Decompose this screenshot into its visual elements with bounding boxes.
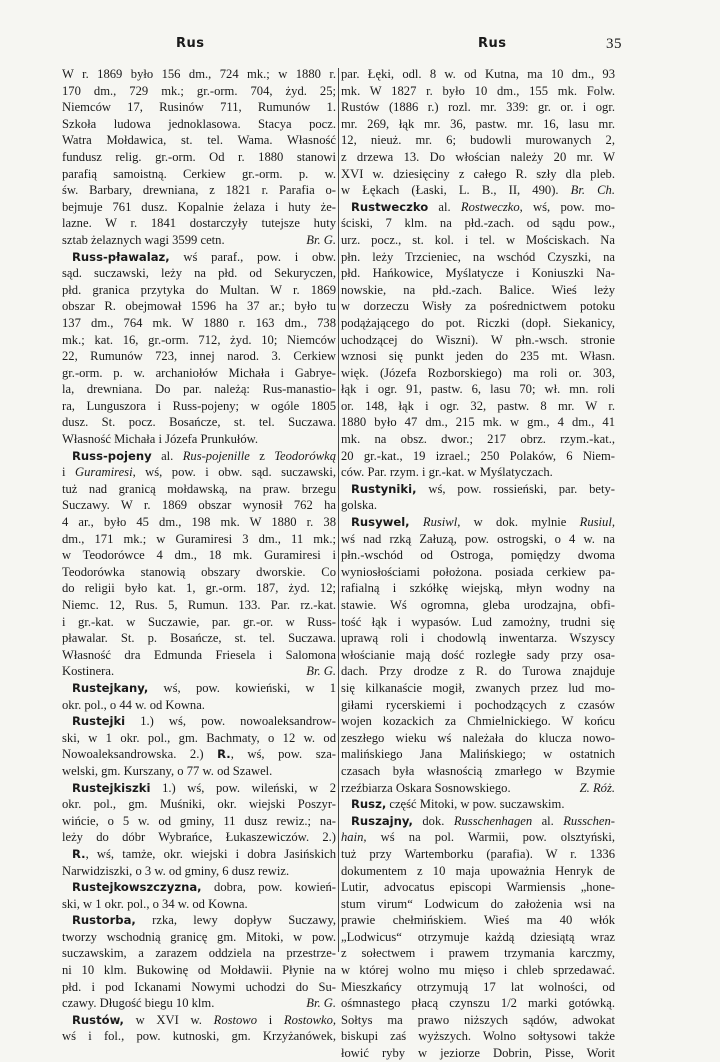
text-line xyxy=(341,448,615,465)
line-text: wińcie, o 5 w. od gminy, 11 dusz rewiz.; na- xyxy=(62,813,336,828)
text-line xyxy=(341,730,615,747)
line-text: Własność Michała i Józefa Prunkułów. xyxy=(62,432,259,447)
entry-headword: Rusz, xyxy=(351,797,387,812)
line-text: sztab żelaznych wagi 3599 cetn. xyxy=(62,232,225,247)
text-line xyxy=(62,1028,336,1045)
text-line xyxy=(62,497,336,514)
text-line xyxy=(62,995,336,1012)
line-text: Mieszkańcy otrzymują 17 lat wolności, od xyxy=(341,979,615,994)
italic-text: hain, xyxy=(341,830,367,845)
line-text: sąd. suczawski, leży na płd. od Sekuryczen, xyxy=(62,266,336,281)
text-line xyxy=(341,564,615,581)
text-line xyxy=(341,464,615,481)
text-line xyxy=(62,763,336,780)
text-line xyxy=(62,597,336,614)
line-text: do religii było kat. 1, gr.-orm. 187, żyd. 12; xyxy=(62,581,336,596)
line-text: Watra Mołdawica, st. tel. Wama. Własność xyxy=(62,133,336,148)
line-text: ra, Lunguszora i Russ-pojeny; w ogóle 1805 xyxy=(62,398,336,413)
page-number: 35 xyxy=(606,36,622,52)
entry-headword: Rustejki xyxy=(72,714,126,729)
italic-text: Z. Róż. xyxy=(579,780,615,795)
line-text: malińskiego Jana Malińskiego; w ostatnich xyxy=(341,747,615,762)
line-text: w Teodorówce 4 dm., 18 mk. Guramiresi i xyxy=(62,548,336,563)
right-column xyxy=(341,66,615,1062)
text-line xyxy=(341,66,615,83)
line-text: i xyxy=(62,465,75,480)
line-text: prawie chełmińskiem. Wieś ma 40 włók xyxy=(341,913,615,928)
text-line xyxy=(341,365,615,382)
line-text: , wś, tamże, okr. wiejski i dobra Jasińskich xyxy=(85,846,336,861)
line-text: 22, Rumunów 723, innej narod. 3. Cerkiew xyxy=(62,349,336,364)
text-line xyxy=(62,547,336,564)
line-text: ców. Par. rzym. i gr.-kat. w Myślatyczach. xyxy=(341,465,553,480)
text-line xyxy=(341,348,615,365)
text-line xyxy=(62,614,336,631)
text-line xyxy=(341,663,615,680)
line-text: 1880 było 47 dm., 215 mk. w gm., 4 dm., 41 xyxy=(341,415,615,430)
text-line xyxy=(341,481,615,498)
line-text: Suczawy. W r. 1869 obszar wynosił 762 ha xyxy=(62,498,336,513)
italic-text: Guramiresi xyxy=(74,465,133,480)
line-text: or. 148, łąk i ogr. 32, pastw. 8 mr. W r. xyxy=(341,398,615,413)
line-text: al. xyxy=(151,448,183,463)
text-line xyxy=(62,83,336,100)
text-line xyxy=(341,597,615,614)
entry-headword: Ruszajny, xyxy=(351,813,413,828)
line-text: Sołtys ma prawo niższych sądów, adwokat xyxy=(341,1012,615,1027)
text-line xyxy=(341,630,615,647)
entry-headword: Russ-pławalaz, xyxy=(72,249,170,264)
italic-text: Rostowo xyxy=(213,1012,258,1027)
text-line xyxy=(341,497,615,514)
italic-text: Br. G. xyxy=(306,664,336,679)
text-line xyxy=(341,680,615,697)
line-text: parafią samoistną. Cerkiew gr.-orm. p. w. xyxy=(62,166,336,181)
text-line xyxy=(341,232,615,249)
text-line xyxy=(341,829,615,846)
text-line xyxy=(62,846,336,863)
text-line xyxy=(341,780,615,797)
line-text: mk.; kat. 16, gr.-orm. 712, żyd. 10; Niemców xyxy=(62,332,336,347)
line-text: część Mitoki, w pow. suczawskim. xyxy=(386,797,565,812)
text-line xyxy=(62,132,336,149)
entry-headword: Rustów, xyxy=(72,1012,124,1027)
entry-headword: Rusywel, xyxy=(351,515,410,530)
text-line xyxy=(62,315,336,332)
line-text: Nowoaleksandrowska. 2.) xyxy=(62,747,218,762)
line-text: ski, w 1 okr. pol., gm. Bachmaty, o 12 w. od xyxy=(62,730,336,745)
text-line xyxy=(341,298,615,315)
entry-headword: Rustweczko xyxy=(351,199,429,214)
line-text: tworzy wschodnią granicę gm. Mitoki, w pow. xyxy=(62,929,336,944)
line-text: dokumentem z 10 maja upoważnia Henryk de xyxy=(341,863,615,878)
text-line xyxy=(341,580,615,597)
text-line xyxy=(62,298,336,315)
line-text: Lutir, advocatus episcopi Warmiensis „hone- xyxy=(341,880,615,895)
text-line xyxy=(341,912,615,929)
text-line xyxy=(341,896,615,913)
text-line xyxy=(341,1045,615,1062)
text-line xyxy=(341,265,615,282)
text-line xyxy=(62,414,336,431)
line-text: ni 10 klm. Bukowinę od Mołdawii. Płynie na xyxy=(62,963,336,978)
line-text: więk. (Józefa Rozborskiego) ma roli or. 303, xyxy=(341,365,615,380)
text-line xyxy=(341,398,615,415)
text-line xyxy=(62,531,336,548)
entry-headword: Rustejkowszczyzna, xyxy=(72,880,202,895)
entry-headword: Rustyniki, xyxy=(351,481,417,496)
line-text: Kostinera. xyxy=(62,664,115,679)
line-text: rzka, lewy dopływ Suczawy, xyxy=(135,913,336,928)
line-text: suczawskim, a zarazem oddziela na przestrze- xyxy=(62,946,336,961)
entry-headword: Rustejkany, xyxy=(72,680,149,695)
line-text: biskupi zaś wyższych. Wolno sołtysowi także xyxy=(341,1029,615,1044)
text-line xyxy=(62,780,336,797)
text-line xyxy=(62,746,336,763)
text-line xyxy=(341,83,615,100)
text-line xyxy=(341,414,615,431)
text-line xyxy=(341,979,615,996)
text-line xyxy=(341,1028,615,1045)
text-line xyxy=(62,730,336,747)
text-line xyxy=(341,215,615,232)
line-text: ściski, 7 klm. na płd.-zach. od sądu pow., xyxy=(341,216,615,231)
text-line xyxy=(62,813,336,830)
text-line xyxy=(62,962,336,979)
line-text: rafialną i szkółkę wiejską, młyn wodny na xyxy=(341,581,615,596)
line-text: al. xyxy=(532,813,564,828)
text-line xyxy=(341,863,615,880)
line-text: par. Łęki, odl. 8 w. od Kutna, ma 10 dm., 93 xyxy=(341,67,615,81)
running-head-left: Rus xyxy=(176,36,205,51)
text-line xyxy=(62,464,336,481)
line-text xyxy=(410,515,423,529)
text-line xyxy=(62,232,336,249)
text-line xyxy=(62,348,336,365)
line-text: urz. pocz., st. kol. i tel. w Mościskach. Na xyxy=(341,232,615,247)
text-line xyxy=(62,481,336,498)
text-line xyxy=(341,166,615,183)
line-text: podążającego do pot. Riczki (dopł. Siekanicy, xyxy=(341,315,615,330)
italic-text: Rusiwl, xyxy=(422,515,461,530)
text-line xyxy=(62,332,336,349)
running-head-right: Rus xyxy=(478,36,507,51)
line-text: „Lodwicus“ otrzymuje każdą dziesiątą wraz xyxy=(341,929,615,944)
text-line xyxy=(341,945,615,962)
text-line xyxy=(62,896,336,913)
text-line xyxy=(62,282,336,299)
text-line xyxy=(341,879,615,896)
text-line xyxy=(62,697,336,714)
text-line xyxy=(62,863,336,880)
text-line xyxy=(62,945,336,962)
line-text: dm., 171 mk.; w Guramiresi 3 dm., 11 mk.; xyxy=(62,531,336,546)
line-text: dok. xyxy=(412,813,454,828)
line-text: płd. granica przytyka do Multan. W r. 1869 xyxy=(62,282,336,297)
text-line xyxy=(341,995,615,1012)
line-text: pławalar. St. p. Bosańcze, st. tel. Suczawa. xyxy=(62,631,336,646)
line-text: wś nad rzką Załuzą, pow. ostrogski, o 4 w. na xyxy=(341,531,615,546)
text-line xyxy=(62,116,336,133)
line-text: wś i fol., pow. kutnoski, gm. Krzyżanówek, xyxy=(62,1029,336,1044)
line-text: tuż przy Wartemborku (parafia). W r. 1336 xyxy=(341,846,615,861)
line-text: nowskie, na płd.-zach. Balice. Wieś leży xyxy=(341,282,615,297)
text-line xyxy=(341,929,615,946)
line-text: tość łąk i wypasów. Lud zamożny, trudni się xyxy=(341,614,615,629)
entry-headword: R. xyxy=(217,747,231,762)
line-text: w dok. mylnie xyxy=(460,515,580,530)
italic-text: Russchen- xyxy=(563,813,615,828)
line-text: tuż nad granicą mołdawską, na praw. brzegu xyxy=(62,481,336,496)
line-text: , wś, pow. sza- xyxy=(230,747,336,762)
text-line xyxy=(62,166,336,183)
text-line xyxy=(62,514,336,531)
italic-text: Br. G. xyxy=(306,232,336,247)
line-text: 1.) wś, pow. nowoaleksandrow- xyxy=(125,714,336,729)
line-text: welski, gm. Kurszany, o 77 w. od Szawel. xyxy=(62,763,273,778)
line-text: z drzewa 13. Do włościan należy 20 mr. W xyxy=(341,149,615,164)
line-text: lazne. W r. 1841 dostarczyły tutejsze huty xyxy=(62,216,336,231)
line-text: z xyxy=(249,448,275,463)
line-text: św. Barbary, drewniana, z 1821 r. Parafia o- xyxy=(62,183,336,198)
line-text: okr. pol., o 44 w. od Kowna. xyxy=(62,697,205,712)
line-text: leży do dóbr Wybrańce, Łukaszewiczów. 2.) xyxy=(62,830,336,845)
line-text: płd. i pod Ickanami Nowymi uchodzi do Su- xyxy=(62,979,336,994)
text-line xyxy=(62,580,336,597)
line-text: wś na pol. Warmii, pow. olsztyński, xyxy=(366,830,615,845)
text-line xyxy=(62,1012,336,1029)
text-line xyxy=(341,282,615,299)
line-text: z sołectwem i prawem trzymania karczmy, xyxy=(341,946,615,961)
line-text: płn.-wschód od Ostroga, pomiędzy dwoma xyxy=(341,548,615,563)
text-line xyxy=(62,448,336,465)
line-text: łowić ryby w jeziorze Dobrin, Pisse, Worit xyxy=(341,1046,615,1061)
text-line xyxy=(62,829,336,846)
text-line xyxy=(341,547,615,564)
italic-text: Teodorówką xyxy=(274,448,336,463)
line-text: uchodzącej do Wiszni). W płn.-wsch. stronie xyxy=(341,332,615,347)
line-text: dach. Przy drodze z R. do Turowa znajduje xyxy=(341,664,615,679)
text-line xyxy=(62,796,336,813)
text-line xyxy=(62,215,336,232)
text-line xyxy=(62,398,336,415)
line-text: i gr.-kat. w Suczawie, par. gr.-or. w Russ- xyxy=(62,614,336,629)
text-line xyxy=(341,813,615,830)
text-line xyxy=(62,879,336,896)
text-line xyxy=(341,846,615,863)
line-text: w dorzeczu Wisły za pośrednictwem potoku xyxy=(341,299,615,314)
line-text: 1.) wś, pow. wileński, w 2 xyxy=(150,780,336,795)
text-line xyxy=(341,381,615,398)
text-line xyxy=(341,332,615,349)
text-line xyxy=(341,431,615,448)
line-text: 20 gr.-kat., 19 izrael.; 250 Polaków, 6 Niem- xyxy=(341,448,615,463)
line-text: mk. na obsz. dwor.; 217 obrz. rzym.-kat., xyxy=(341,432,615,447)
text-line xyxy=(341,962,615,979)
line-text: 170 dm., 729 mk.; gr.-orm. 704, żyd. 25; xyxy=(62,83,336,98)
line-text: dusz. St. pocz. Bosańcze, st. tel. Suczawa. xyxy=(62,415,336,430)
text-line xyxy=(341,315,615,332)
text-line xyxy=(62,99,336,116)
text-line xyxy=(62,182,336,199)
line-text: golska. xyxy=(341,498,378,513)
line-text: stawie. Wś ogromna, gleba urodzajna, obfi- xyxy=(341,598,615,612)
line-text: wś paraf., pow. i obw. xyxy=(169,249,336,264)
text-line xyxy=(341,647,615,664)
line-text: wyniosłościami położona. posiada cerkiew pa- xyxy=(341,564,615,579)
line-text: dobra, pow. kowień- xyxy=(201,880,336,895)
line-text: uprawą roli i chodowlą inwentarza. Wszyscy xyxy=(341,631,615,646)
line-text: Niemc. 12, Rus. 5, Rumun. 133. Par. rz.-kat. xyxy=(62,598,336,612)
line-text: wś, pow. kowieński, w 1 xyxy=(148,680,336,695)
text-line xyxy=(62,647,336,664)
line-text: Teodorówka stanowią obszary dworskie. Co xyxy=(62,564,336,579)
text-line xyxy=(341,199,615,216)
text-line xyxy=(341,713,615,730)
line-text: ośmnastego płacą czynszu 1/2 marki gotówką. xyxy=(341,996,615,1011)
line-text: Narwidziszki, o 3 w. od gminy, 6 dusz rewiz. xyxy=(62,863,290,878)
text-line xyxy=(62,929,336,946)
text-line xyxy=(62,199,336,216)
text-line xyxy=(341,763,615,780)
text-line xyxy=(341,531,615,548)
line-text: i xyxy=(257,1012,284,1027)
text-line xyxy=(62,564,336,581)
line-text: wś, pow. rossieński, par. bety- xyxy=(416,481,615,496)
text-line xyxy=(62,66,336,83)
text-line xyxy=(341,697,615,714)
line-text: Niemców 17, Rusinów 711, Rumunów 1. xyxy=(62,100,336,115)
text-line xyxy=(341,746,615,763)
text-line xyxy=(341,149,615,166)
text-line xyxy=(341,116,615,133)
left-column xyxy=(62,66,336,1045)
line-text: w której wolno mu mięso i chleb sprzedawać. xyxy=(341,963,615,978)
italic-text: Rus-pojenille xyxy=(182,448,250,463)
line-text: w XVI w. xyxy=(123,1012,214,1027)
text-line xyxy=(341,182,615,199)
line-text: czasach była własnością zmarłego w Bzymie xyxy=(341,763,615,778)
text-line xyxy=(341,249,615,266)
italic-text: Rostweczko xyxy=(460,199,520,214)
line-text: giłami rycerskiemi i pochodzących z czasów xyxy=(341,697,615,712)
line-text: bejmuje 761 dusz. Kopalnie żelaza i huty że- xyxy=(62,199,336,214)
text-line xyxy=(62,381,336,398)
text-line xyxy=(62,663,336,680)
text-line xyxy=(62,680,336,697)
line-text: łąk i ogr. 91, pastw. 6, lasu 70; wł. mn. roli xyxy=(341,382,615,397)
text-line xyxy=(341,132,615,149)
line-text: płd. Hańkowice, Myślatycze i Koniuszki Na- xyxy=(341,266,615,281)
line-text: 12, nieuż. mr. 6; budowli murowanych 2, xyxy=(341,133,615,148)
text-line xyxy=(341,796,615,813)
text-line xyxy=(62,149,336,166)
line-text: czawy. Długość biegu 10 klm. xyxy=(62,996,215,1011)
text-line xyxy=(62,912,336,929)
line-text: wznosi się punkt jeden do 235 mt. Własn. xyxy=(341,349,615,364)
line-text: stum virum“ Lodwicum do założenia wsi na xyxy=(341,896,615,911)
line-text: , wś, pow. i obw. sąd. suczawski, xyxy=(132,465,336,480)
line-text: obszar R. obejmował 1596 ha 37 ar.; było tu xyxy=(62,299,336,314)
line-text: , wś, pow. mo- xyxy=(519,199,615,214)
line-text: się kilkanaście mogił, zwanych przez lud mo- xyxy=(341,680,615,695)
line-text: la, drewniana. Do par. należą: Rus-manastio- xyxy=(62,382,336,397)
entry-headword: Russ-pojeny xyxy=(72,448,152,463)
entry-headword: Rustorba, xyxy=(72,913,136,928)
line-text: 137 dm., 764 mk. W 1880 r. 163 dm., 738 xyxy=(62,315,336,330)
line-text: płn. leży Trzcieniec, na wschód Czyszki, na xyxy=(341,249,615,264)
italic-text: Rostowko, xyxy=(283,1012,336,1027)
text-line xyxy=(62,431,336,448)
italic-text: Russchenhagen xyxy=(453,813,533,828)
text-line xyxy=(341,514,615,531)
text-line xyxy=(62,249,336,266)
text-line xyxy=(341,99,615,116)
entry-headword: Rustejkiszki xyxy=(72,780,151,795)
line-text: włościanie mają dość rozległe sady przy osa- xyxy=(341,647,615,662)
line-text: fundusz relig. gr.-orm. Od r. 1880 stanowi xyxy=(62,149,336,164)
line-text: mr. 269, łąk mr. 36, pastw. mr. 16, lasu mr. xyxy=(341,116,615,131)
line-text: rzeźbiarza Oskara Sosnowskiego. xyxy=(341,780,511,795)
line-text: zeszłego wieku wś należała do klucza nowo- xyxy=(341,730,615,745)
line-text: ski, w 1 okr. pol., o 34 w. od Kowna. xyxy=(62,896,248,911)
line-text: mk. W 1827 r. było 10 dm., 155 mk. Folw. xyxy=(341,83,615,98)
italic-text: Rusiul, xyxy=(579,515,615,530)
text-line xyxy=(62,713,336,730)
line-text: Własność dra Edmunda Friesela i Salomona xyxy=(62,647,336,662)
italic-text: Br. Ch. xyxy=(570,183,615,198)
text-line xyxy=(341,614,615,631)
line-text: Szkoła ludowa jednoklasowa. Stacya pocz. xyxy=(62,116,336,131)
line-text: XVI w. dziesięciny z całego R. szły dla pleb. xyxy=(341,166,615,181)
line-text: 4 ar., było 45 dm., 198 mk. W 1880 r. 38 xyxy=(62,515,336,530)
line-text: Rustów (1886 r.) rozl. mr. 339: gr. or. i ogr. xyxy=(341,100,615,115)
line-text: al. xyxy=(428,199,461,214)
italic-text: Br. G. xyxy=(306,996,336,1011)
text-line xyxy=(62,630,336,647)
line-text: w Łękach (Łaski, L. B., II, 490). xyxy=(341,183,571,198)
text-line xyxy=(62,365,336,382)
line-text: wojen kozackich za Chmielnickiego. W końcu xyxy=(341,714,615,729)
text-line xyxy=(341,1012,615,1029)
text-line xyxy=(62,979,336,996)
column-divider xyxy=(338,68,339,952)
line-text: W r. 1869 było 156 dm., 724 mk.; w 1880 r. xyxy=(62,67,336,81)
entry-headword: R. xyxy=(72,846,86,861)
text-line xyxy=(62,265,336,282)
line-text: gr.-orm. p. w. archaniołów Michała i Gabryе- xyxy=(62,365,336,380)
line-text: okr. pol., gm. Muśniki, okr. wiejski Poszyr- xyxy=(62,797,336,812)
